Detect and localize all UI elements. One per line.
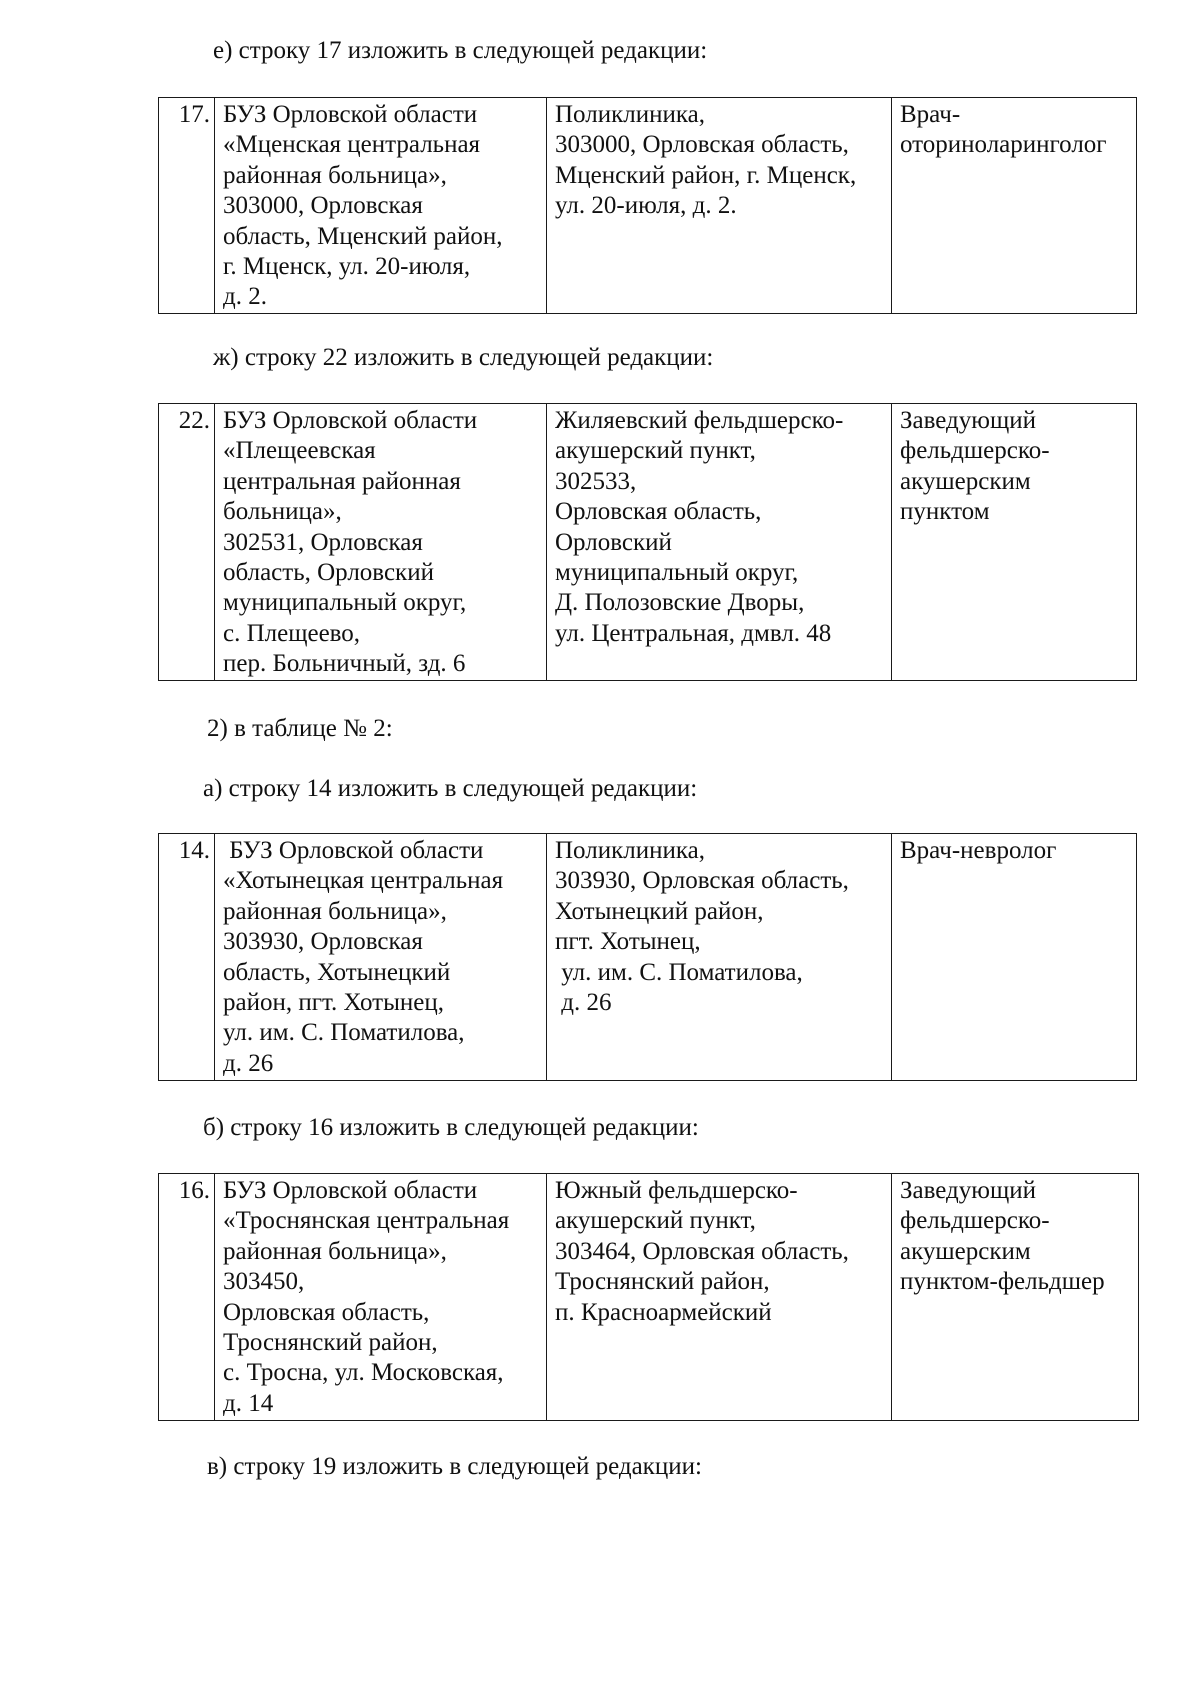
text-line: Орловская область,	[555, 498, 762, 526]
organization-cell	[215, 1174, 547, 1421]
text-line: акушерским	[900, 467, 1031, 495]
text-line: оториноларинголог	[900, 131, 1107, 159]
paragraph-heading: в) строку 19 изложить в следующей редакции:	[207, 1453, 702, 1480]
record-table	[158, 833, 1137, 1081]
text-line: «Мценская центральная	[223, 131, 481, 159]
text-line: Троснянский район,	[223, 1329, 438, 1357]
text-line: Врач-невролог	[900, 837, 1057, 864]
text-line: акушерский пункт,	[555, 437, 756, 465]
text-line: районная больница»,	[223, 161, 447, 189]
text-line: 302531, Орловская	[223, 528, 423, 556]
text-line: Жиляевский фельдшерско-	[555, 407, 844, 434]
text-line: 303930, Орловская область,	[555, 867, 849, 895]
text-line: пунктом-фельдшер	[900, 1268, 1105, 1296]
text-line: Заведующий	[900, 1177, 1036, 1204]
text-line: 303464, Орловская область,	[555, 1237, 849, 1265]
record-table	[158, 97, 1137, 314]
text-line: Поликлиника,	[555, 101, 705, 128]
text-line: Орловская область,	[223, 1298, 430, 1326]
text-line: «Троснянская центральная	[223, 1207, 510, 1235]
text-line: 302533,	[555, 467, 637, 495]
text-line: акушерским	[900, 1237, 1031, 1265]
text-line: область, Мценский район,	[223, 222, 503, 250]
row-number: 16.	[159, 1174, 215, 1421]
text-line: 303930, Орловская	[223, 928, 423, 956]
text-line: Южный фельдшерско-	[555, 1177, 798, 1204]
position-cell	[892, 98, 1137, 314]
text-line: г. Мценск, ул. 20-июля,	[223, 253, 471, 281]
text-line: 303000, Орловская область,	[555, 131, 849, 159]
text-line: БУЗ Орловской области	[223, 407, 478, 434]
organization-cell	[215, 404, 547, 681]
text-line: д. 26	[223, 1049, 274, 1077]
text-line: ул. им. С. Поматилова,	[223, 1019, 465, 1047]
text-line: районная больница»,	[223, 1237, 447, 1265]
text-line: «Плещеевская	[223, 437, 376, 465]
paragraph-heading: е) строку 17 изложить в следующей редакции:	[213, 37, 708, 64]
text-line: с. Тросна, ул. Московская,	[223, 1359, 504, 1387]
text-line: Врач-	[900, 101, 961, 128]
text-line: ул. им. С. Поматилова,	[555, 958, 803, 986]
table-row	[159, 1174, 1139, 1421]
text-line: ул. Центральная, дмвл. 48	[555, 619, 832, 647]
organization-cell	[215, 834, 547, 1081]
text-line: «Хотынецкая центральная	[223, 867, 504, 895]
text-line: район, пгт. Хотынец,	[223, 989, 445, 1017]
text-line: Хотынецкий район,	[555, 897, 764, 925]
text-line: Мценский район, г. Мценск,	[555, 161, 857, 189]
text-line: область, Хотынецкий	[223, 958, 451, 986]
text-line: Поликлиника,	[555, 837, 705, 864]
table-row	[159, 834, 1137, 1081]
position-cell	[892, 834, 1137, 1081]
text-line: область, Орловский	[223, 559, 434, 587]
row-number: 14.	[159, 834, 215, 1081]
unit-address-cell	[547, 98, 892, 314]
row-number: 22.	[159, 404, 215, 681]
unit-address-cell	[547, 404, 892, 681]
text-line: ул. 20-июля, д. 2.	[555, 192, 737, 220]
text-line: районная больница»,	[223, 897, 447, 925]
text-line: больница»,	[223, 498, 342, 526]
table-row	[159, 98, 1137, 314]
organization-cell	[215, 98, 547, 314]
paragraph-heading: ж) строку 22 изложить в следующей редакции:	[213, 344, 714, 371]
text-line: д. 26	[555, 989, 612, 1017]
text-line: фельдшерско-	[900, 1207, 1050, 1235]
text-line: д. 14	[223, 1389, 274, 1417]
text-line: муниципальный округ,	[223, 589, 467, 617]
unit-address-cell	[547, 1174, 892, 1421]
paragraph-heading: 2) в таблице № 2:	[207, 715, 393, 742]
text-line: фельдшерско-	[900, 437, 1050, 465]
text-line: д. 2.	[223, 283, 267, 311]
text-line: муниципальный округ,	[555, 559, 799, 587]
text-line: центральная районная	[223, 467, 461, 495]
row-number: 17.	[159, 98, 215, 314]
text-line: 303450,	[223, 1268, 305, 1296]
text-line: Заведующий	[900, 407, 1036, 434]
paragraph-heading: а) строку 14 изложить в следующей редакции:	[203, 775, 698, 802]
text-line: пер. Больничный, зд. 6	[223, 650, 466, 678]
text-line: Троснянский район,	[555, 1268, 770, 1296]
record-table	[158, 1173, 1139, 1421]
text-line: 303000, Орловская	[223, 192, 423, 220]
text-line: БУЗ Орловской области	[223, 1177, 478, 1204]
text-line: Орловский	[555, 528, 672, 556]
text-line: с. Плещеево,	[223, 619, 361, 647]
text-line: БУЗ Орловской области	[223, 101, 478, 128]
text-line: п. Красноармейский	[555, 1298, 772, 1326]
text-line: акушерский пункт,	[555, 1207, 756, 1235]
record-table	[158, 403, 1137, 681]
unit-address-cell	[547, 834, 892, 1081]
text-line: БУЗ Орловской области	[223, 837, 484, 864]
position-cell	[892, 404, 1137, 681]
text-line: пгт. Хотынец,	[555, 928, 701, 956]
table-row	[159, 404, 1137, 681]
position-cell	[892, 1174, 1139, 1421]
text-line: Д. Полозовские Дворы,	[555, 589, 805, 617]
text-line: пунктом	[900, 498, 990, 526]
paragraph-heading: б) строку 16 изложить в следующей редакции:	[203, 1114, 699, 1141]
